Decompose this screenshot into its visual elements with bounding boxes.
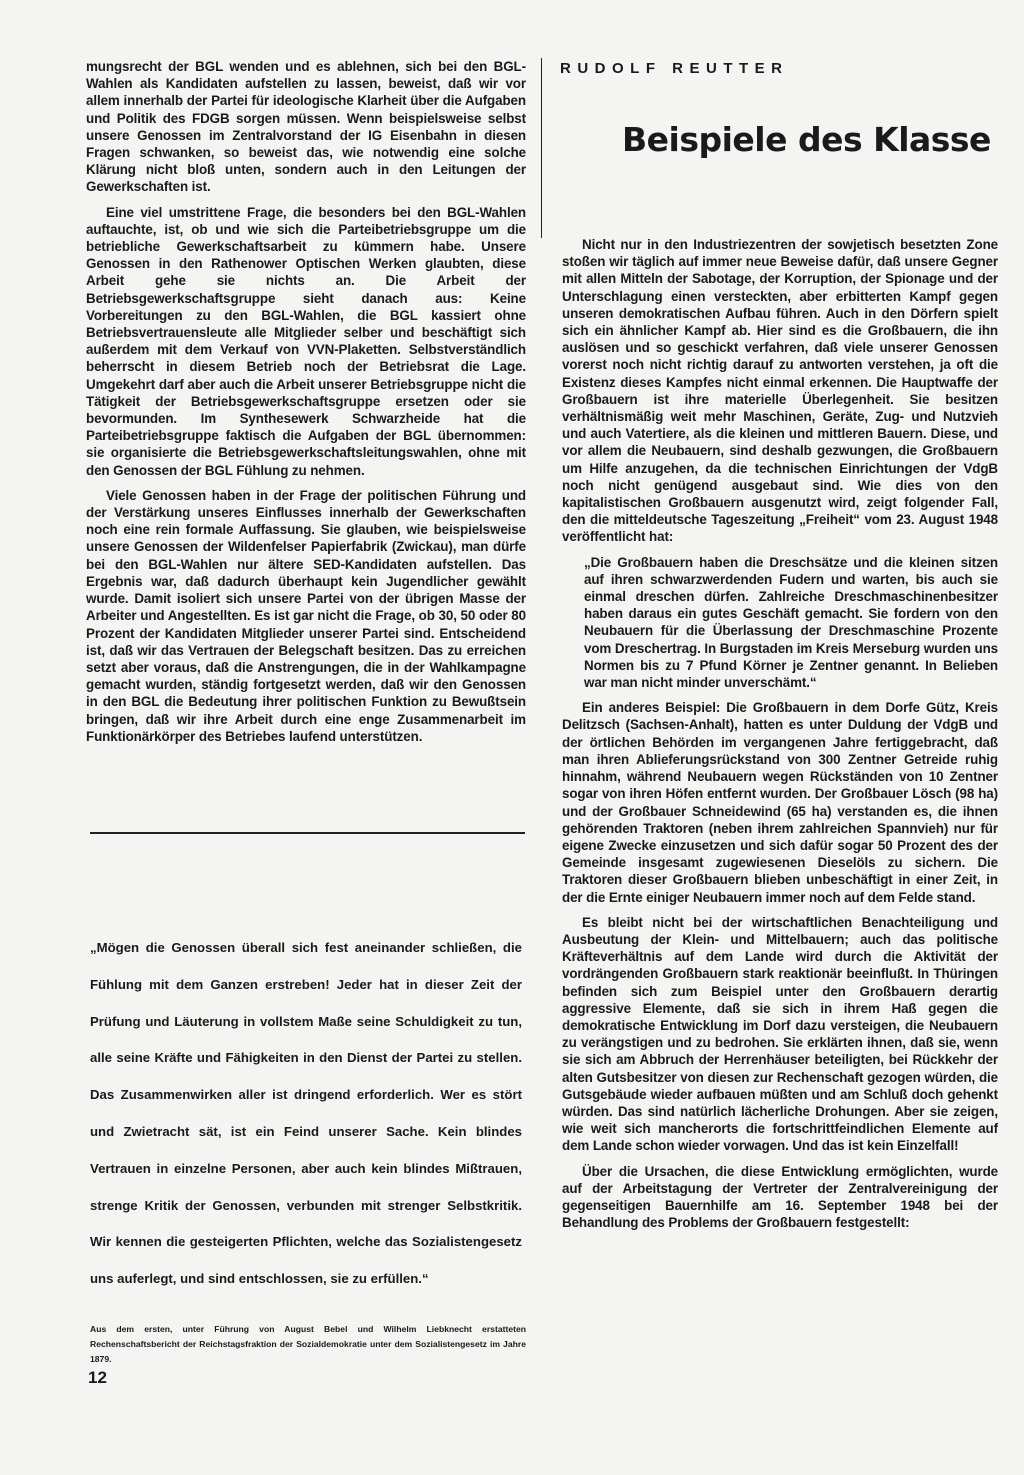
left-paragraph-2: Eine viel umstrittene Frage, die besonders bei den BGL-Wahlen auftauchte, ist, ob und wie sich die Parteibetriebsgruppe um die betriebliche Gewerkschaftsarbeit zu kümmern habe. Unsere Genossen in den Rathenower Optischen Werken glaubten, diese Arbeit gehe sie nichts an. Die Arbeit der Betriebsgewerkschaftsgruppe sieht danach aus: Keine Vorbereitungen zu den BGL-Wahlen, die BGL kassiert ohne Betriebsvertrauensleute alle Mitglieder selber und beschäftigt sich außerdem mit dem Verkauf von VVN-Plaketten. Selbstverständlich beherrscht in diesem Betrieb noch der Betriebsrat die Lage. Umgekehrt darf aber auch die Arbeit unserer Betriebsgruppe nicht die Tätigkeit der Betriebsgewerkschaftsgruppe ersetzen oder sie bevormunden. Im Synthesewerk Schwarzheide hat die Parteibetriebsgruppe faktisch die Aufgaben der BGL übernommen: sie organisierte die Betriebsgewerkschaftsleitungswahlen, ohne mit den Genossen der BGL Fühlung zu nehmen.	[86, 204, 526, 478]
right-paragraph-1: Nicht nur in den Industriezentren der sowjetisch besetzten Zone stoßen wir täglich auf immer neue Beweise dafür, daß unsere Gegner mit allen Mitteln der Sabotage, der Korruption, der Spionage und der Unterschlagung einen versteckten, aber erbitterten Kampf gegen unseren demokratischen Aufbau führen. Auch in den Dörfern spielt sich ein ähnlicher Kampf ab. Hier sind es die Großbauern, die ihn auslösen und so geschickt verfahren, daß viele unserer Genossen vorerst noch nicht richtig darauf zu antworten verstehen, ja oft die Existenz dieses Kampfes nicht einmal erkennen. Die Hauptwaffe der Großbauern ist ihre materielle Überlegenheit. Sie besitzen verhältnismäßig weit mehr Maschinen, Geräte, Zug- und Nutzvieh und auch Vatertiere, als die kleinen und mittleren Bauern. Diese, und vor allem die Neubauern, sind deshalb gezwungen, die Großbauern um Hilfe anzugehen, da die technischen Einrichtungen der VdgB noch nicht genügend ausgebaut sind. Wie dies von den kapitalistischen Großbauern ausgenutzt wird, zeigt folgender Fall, den die mitteldeutsche Tageszeitung „Freiheit“ vom 23. August 1948 veröffentlicht hat:	[562, 237, 998, 545]
section-divider	[90, 832, 525, 834]
right-paragraph-3: Es bleibt nicht bei der wirtschaftlichen Benachteiligung und Ausbeutung der Klein- und Mittelbauern; auch das politische Kräfteverhältnis auf dem Lande wird durch die Aktivität der vordrängenden Großbauern stark reaktionär beeinflußt. In Thüringen befinden sich zum Beispiel unter den Großbauern derartig aggressive Elemente, daß sie sich in ihrem Haß gegen die demokratische Entwicklung im Dorf dazu versteigen, die Neubauern zu verängstigen und zu bedrohen. Sie erklärten ihnen, daß sie, wenn sie sich am Abbruch der Herrenhäuser beteiligten, bei Rückkehr der alten Gutsbesitzer von diesen zur Rechenschaft gezogen würden, die Gutsgebäude wieder aufbauen müßten und am Schluß doch gehenkt würden. Das sind natürlich lächerliche Drohungen. Aber sie zeigen, wie weit sich mancherorts die fortschrittfeindlichen Elemente auf dem Lande schon wieder vorwagen. Und das ist kein Einzelfall!	[562, 914, 998, 1154]
left-paragraph-1: mungsrecht der BGL wenden und es ablehnen, sich bei den BGL-Wahlen als Kandidaten aufstellen zu lassen, beweist, daß wir vor allem innerhalb der Partei für ideologische Klarheit über die Aufgaben und Politik des FDGB sorgen müssen. Wenn beispielsweise selbst unsere Genossen im Zentralvorstand der IG Eisenbahn in diesen Fragen schwanken, so beweist das, wie notwendig eine solche Klärung nicht bloß unten, sondern auch in den Leitungen der Gewerkschaften ist.	[86, 59, 526, 195]
author-name: RUDOLF REUTTER	[560, 60, 789, 77]
left-column	[86, 58, 526, 745]
column-rule	[541, 58, 542, 238]
right-column	[562, 236, 998, 1231]
right-header	[560, 58, 998, 77]
page-number: 12	[88, 1368, 107, 1387]
newspaper-quote: „Die Großbauern haben die Dreschsätze und die kleinen sitzen auf ihren schwarzwerdenden Fudern und warten, bis auch sie einmal dreschen dürfen. Zahlreiche Dreschmaschinenbesitzer haben daraus ein gutes Geschäft gemacht. Sie fordern von den Neubauern für die Überlassung der Dreschmaschine Prozente vom Dreschertrag. In Burgstaden im Kreis Merseburg wurden uns Normen bis zu 7 Pfund Körner je Zentner genannt. In Belieben war man nicht minder unverschämt.“	[584, 554, 998, 691]
quote-text: „Mögen die Genossen überall sich fest aneinander schließen, die Fühlung mit dem Ganzen erstreben! Jeder hat in dieser Zeit der Prüfung und Läuterung in vollstem Maße seine Schuldigkeit zu tun, alle seine Kräfte und Fähigkeiten in den Dienst der Partei zu stellen. Das Zusammenwirken aller ist dringend erforderlich. Wer es stört und Zwietracht sät, ist ein Feind unserer Sache. Kein blindes Vertrauen in einzelne Personen, aber auch kein blindes Mißtrauen, strenge Kritik der Genossen, verbunden mit strenger Selbstkritik. Wir kennen die gesteigerten Pflichten, welche das Sozialistengesetz uns auferlegt, und sind entschlossen, sie zu erfüllen.“	[90, 940, 522, 1287]
right-paragraph-4: Über die Ursachen, die diese Entwicklung ermöglichten, wurde auf der Arbeitstagung der Vertreter der Zentralvereinigung der gegenseitigen Bauernhilfe am 16. September 1948 bei der Behandlung des Problems der Großbauern festgestellt:	[562, 1163, 998, 1231]
left-paragraph-3: Viele Genossen haben in der Frage der politischen Führung und der Verstärkung unseres Einflusses innerhalb der Gewerkschaften noch eine rein formale Auffassung. Sie glauben, wie beispielsweise unsere Genossen der Wildenfelser Papierfabrik (Zwickau), man dürfe bei den BGL-Wahlen nur ältere SED-Kandidaten aufstellen. Das Ergebnis war, daß dadurch überhaupt kein Jugendlicher gewählt wurde. Damit isoliert sich unsere Partei von der übrigen Masse der Arbeiter und Angestellten. Es ist gar nicht die Frage, ob 30, 50 oder 80 Prozent der Kandidaten Mitglieder unserer Partei sind. Entscheidend ist, daß wir das Vertrauen der Belegschaft besitzen. Das zu erreichen setzt aber voraus, daß die Anstrengungen, die in der Wahlkampagne gemacht wurden, ständig fortgesetzt werden, daß wir den Genossen in den BGL die Bedeutung ihrer politischen Funktion zu Bewußtsein bringen, daß wir ihre Arbeit durch eine enge Zusammenarbeit im Funktionärkörper des Betriebes laufend unterstützen.	[86, 487, 526, 744]
bebel-quote	[90, 930, 522, 1298]
right-paragraph-2: Ein anderes Beispiel: Die Großbauern in dem Dorfe Gütz, Kreis Delitzsch (Sachsen-Anhalt), hatten es unter Duldung der VdgB und der örtlichen Behörden im vergangenen Jahre fertiggebracht, daß man ihren Ablieferungsrückstand von 300 Zentner Getreide ruhig hinnahm, während Neubauern wegen Rückständen von 10 Zentner sogar von ihren Höfen entfernt wurden. Der Großbauer Lösch (98 ha) und der Großbauer Schneidewind (65 ha) verstanden es, die ihnen gehörenden Traktoren (neben ihrem zahlreichen Spannvieh) nur für eigene Zwecke einzusetzen und sich dafür sogar 50 Prozent des der Gemeinde insgesamt zugewiesenen Dieselöls zu sichern. Die Traktoren dieser Großbauern blieben unbeschäftigt in einer Zeit, in der die Ernte einiger Neubauern immer noch auf dem Felde stand.	[562, 700, 998, 905]
quote-source: Aus dem ersten, unter Führung von August Bebel und Wilhelm Liebknecht erstatteten Rechenschaftsbericht der Reichstagsfraktion der Sozialdemokratie unter dem Sozialistengesetz im Jahre 1879.	[90, 1324, 526, 1364]
article-headline: Beispiele des Klasse	[622, 120, 991, 159]
